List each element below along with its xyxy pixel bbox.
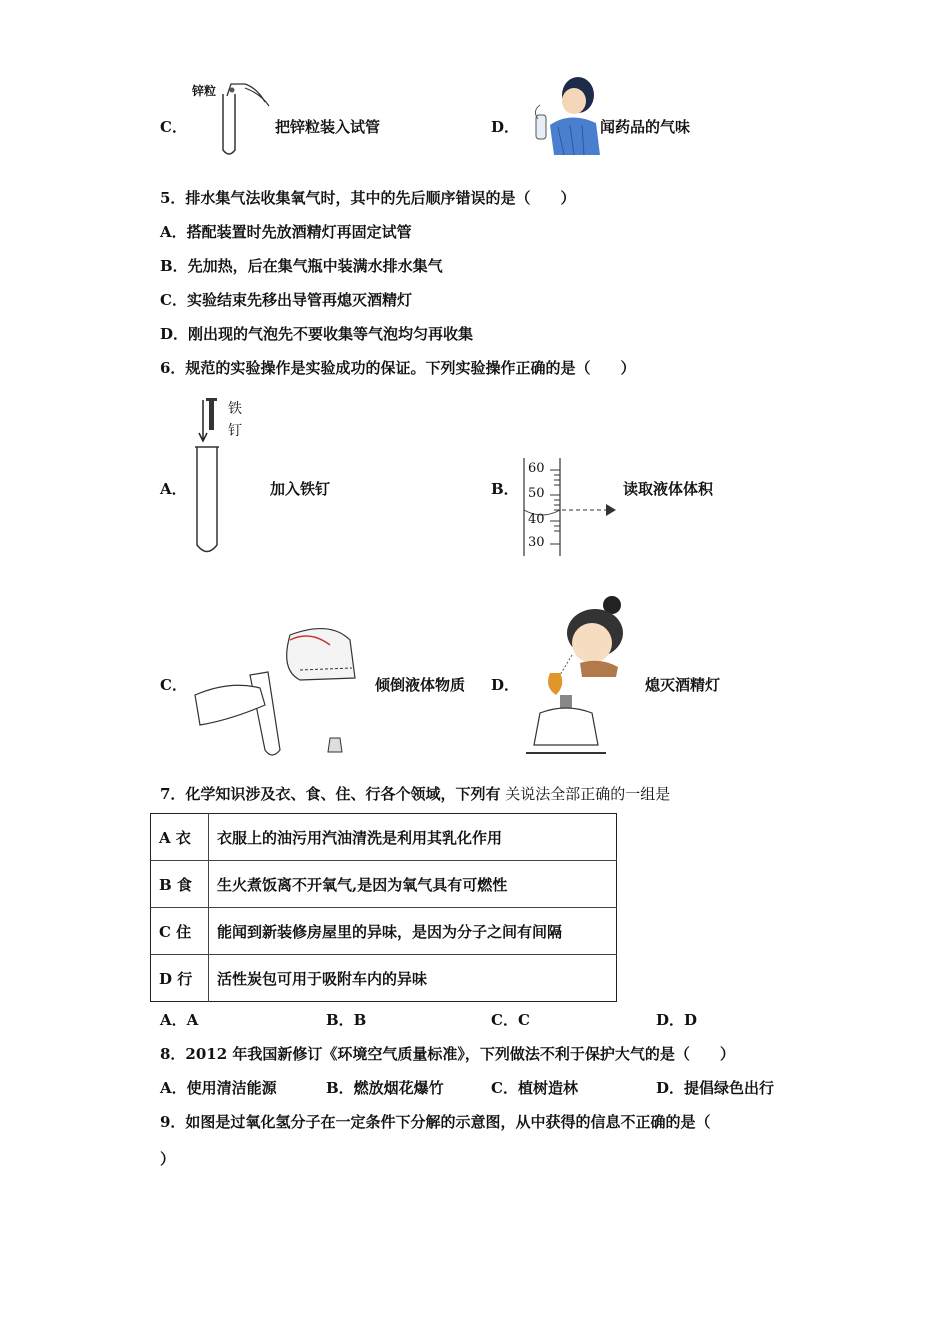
tick-40: 40: [528, 512, 545, 527]
pouring-liquid-figure: [190, 610, 365, 760]
q6-option-d-label: D．: [491, 676, 520, 694]
q7-stem-normal: 关说法全部正确的一组是: [500, 785, 671, 803]
q7-table: [150, 813, 617, 1002]
q5-option-a: A．搭配装置时先放酒精灯再固定试管: [160, 223, 412, 241]
table-row: [151, 814, 617, 861]
q7-stem: [160, 783, 670, 804]
q6-option-b-text: 读取液体体积: [623, 480, 714, 498]
blowing-alcohol-lamp-figure: [520, 595, 635, 760]
table-row: [151, 861, 617, 908]
iron-nail-test-tube-figure: [190, 395, 230, 560]
q6-option-c-text: 倾倒液体物质: [375, 676, 466, 694]
row-key: C 住: [151, 908, 209, 955]
q5-option-d: D．刚出现的气泡先不要收集等气泡均匀再收集: [160, 325, 474, 343]
q6-option-a-text: 加入铁钉: [270, 480, 331, 498]
row-text: 能闻到新装修房屋里的异味，是因为分子之间有间隔: [209, 908, 617, 955]
q5-option-c: C．实验结束先移出导管再熄灭酒精灯: [160, 291, 412, 309]
q6-option-c-label: C．: [160, 676, 187, 694]
q8-option-d: D．提倡绿色出行: [656, 1079, 775, 1097]
q8-option-b: B．燃放烟花爆竹: [326, 1079, 444, 1097]
iron-label-2: 钉: [228, 423, 242, 439]
row-key: B 食: [151, 861, 209, 908]
table-row: [151, 908, 617, 955]
q6-option-a-label: A．: [160, 480, 187, 498]
q5-option-b: B．先加热，后在集气瓶中装满水排水集气: [160, 257, 443, 275]
q7-option-d: D．D: [656, 1011, 698, 1029]
q7-option-b: B．B: [326, 1011, 367, 1029]
zinc-label: 锌粒: [192, 84, 217, 98]
row-text: 生火煮饭离不开氧气,是因为氧气具有可燃性: [209, 861, 617, 908]
zinc-test-tube-figure: [205, 80, 275, 160]
q4-option-d-label: D．: [491, 118, 520, 136]
q7-stem-bold: 7．化学知识涉及衣、食、住、行各个领域，下列有: [160, 785, 501, 803]
q9-stem-end: ）: [160, 1150, 176, 1168]
row-key: A 衣: [151, 814, 209, 861]
q4-option-c-text: 把锌粒装入试管: [275, 118, 381, 136]
q7-option-c: C．C: [491, 1011, 530, 1029]
q4-option-c-label: C．: [160, 118, 187, 136]
q6-option-b-label: B．: [491, 480, 519, 498]
q8-option-a: A．使用清洁能源: [160, 1079, 277, 1097]
q4-option-d-text: 闻药品的气味: [600, 118, 691, 136]
q6-option-d-text: 熄灭酒精灯: [645, 676, 721, 694]
table-row: [151, 955, 617, 1002]
row-key: D 行: [151, 955, 209, 1002]
iron-label-1: 铁: [228, 401, 242, 417]
q7-option-a: A．A: [160, 1011, 199, 1029]
row-text: 活性炭包可用于吸附车内的异味: [209, 955, 617, 1002]
q8-stem: 8．2012 年我国新修订《环境空气质量标准》，下列做法不利于保护大气的是（ ）: [160, 1045, 735, 1063]
q5-stem: 5．排水集气法收集氧气时，其中的先后顺序错误的是（ ）: [160, 189, 576, 207]
tick-60: 60: [528, 461, 545, 476]
q6-stem: 6．规范的实验操作是实验成功的保证。下列实验操作正确的是（ ）: [160, 359, 636, 377]
smelling-person-figure: [530, 75, 602, 157]
q9-stem: 9．如图是过氧化氢分子在一定条件下分解的示意图，从中获得的信息不正确的是（: [160, 1113, 711, 1131]
tick-30: 30: [528, 535, 545, 550]
row-text: 衣服上的油污用汽油清洗是利用其乳化作用: [217, 828, 503, 847]
tick-50: 50: [528, 486, 545, 501]
q8-option-c: C．植树造林: [491, 1079, 578, 1097]
